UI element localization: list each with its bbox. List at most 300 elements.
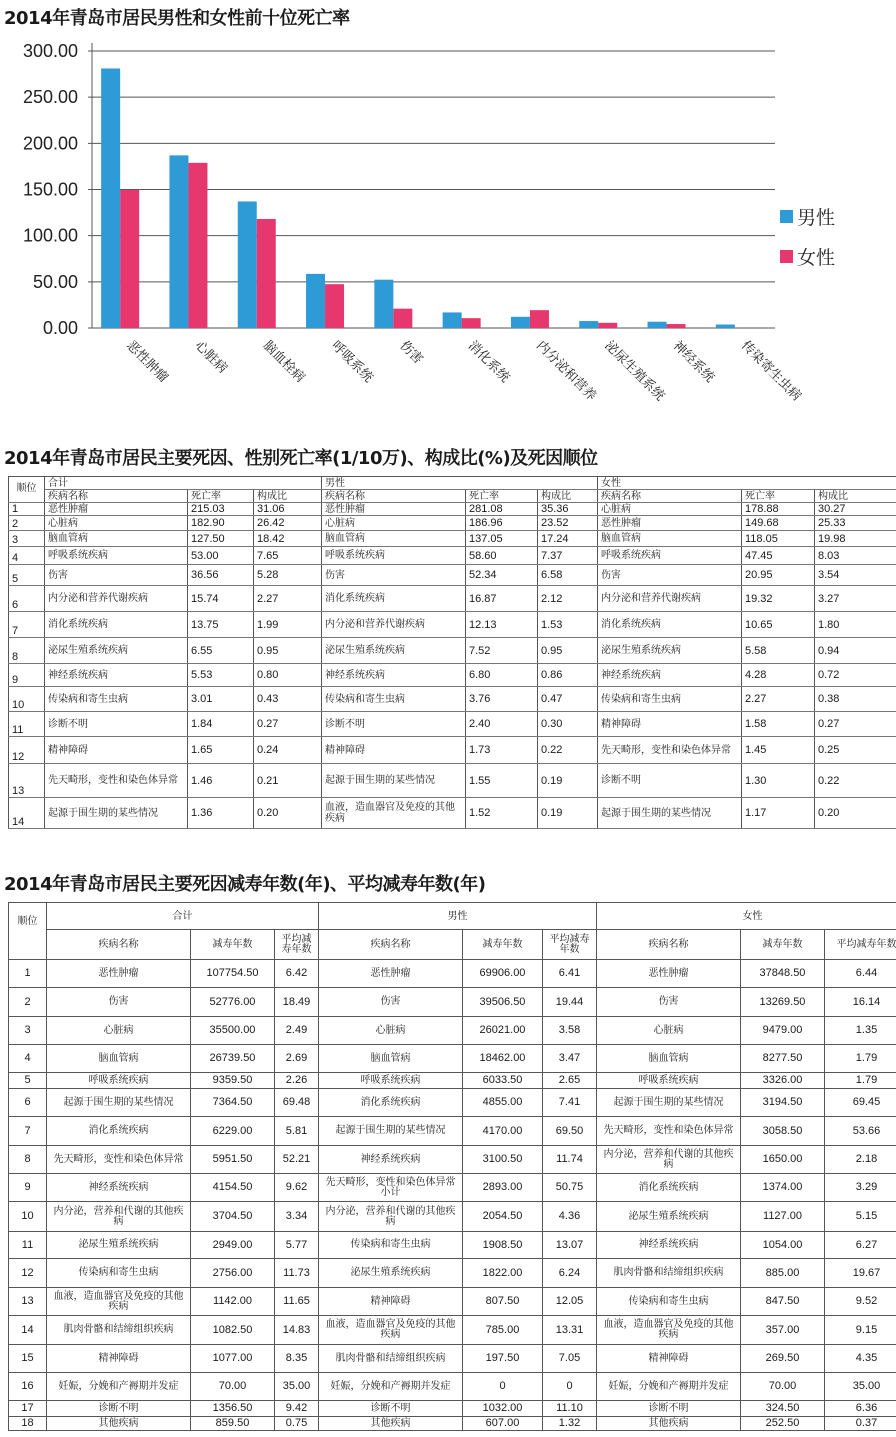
disease-name: 呼吸系统疾病	[597, 1073, 741, 1089]
disease-name: 心脏病	[319, 1017, 463, 1045]
avg-yll-value: 14.83	[275, 1316, 319, 1345]
avg-yll-value: 0.37	[825, 1417, 896, 1431]
avg-yll-value: 6.44	[825, 960, 896, 988]
yll-value: 269.50	[741, 1345, 825, 1373]
column-header: 平均减寿年数	[825, 930, 896, 960]
column-header: 构成比	[815, 490, 896, 503]
ratio-value: 0.22	[815, 764, 896, 798]
rate-value: 127.50	[188, 531, 254, 547]
rate-value: 1.73	[466, 737, 538, 764]
ratio-value: 0.38	[815, 687, 896, 712]
rate-value: 1.36	[188, 798, 254, 829]
column-header: 平均减寿年数	[275, 930, 319, 960]
avg-yll-value: 69.45	[825, 1089, 896, 1117]
x-category-label: 伤害	[396, 338, 426, 368]
bar-male	[101, 68, 120, 328]
yll-value: 52776.00	[191, 988, 275, 1017]
disease-name: 起源于围生期的某些情况	[45, 798, 188, 829]
rank-cell: 6	[9, 586, 45, 612]
avg-yll-value: 2.69	[275, 1045, 319, 1073]
column-header: 疾病名称	[319, 930, 463, 960]
disease-name: 传染病和寄生虫病	[597, 1288, 741, 1316]
rate-value: 6.80	[466, 664, 538, 687]
column-header: 死亡率	[466, 490, 538, 503]
table-row	[9, 1345, 896, 1373]
disease-name: 传染病和寄生虫病	[319, 1232, 463, 1259]
rank-cell: 1	[9, 503, 45, 516]
avg-yll-value: 6.42	[275, 960, 319, 988]
rate-value: 16.87	[466, 586, 538, 612]
table-row	[9, 565, 896, 586]
rank-cell: 9	[9, 1174, 47, 1202]
ratio-value: 0.27	[815, 712, 896, 737]
disease-name: 伤害	[319, 988, 463, 1017]
avg-yll-value: 1.79	[825, 1073, 896, 1089]
rank-cell: 18	[9, 1417, 47, 1431]
rate-value: 1.30	[742, 764, 815, 798]
disease-name: 妊娠，分娩和产褥期并发症	[47, 1373, 191, 1401]
disease-name: 起源于围生期的某些情况	[47, 1089, 191, 1117]
bar-female	[530, 310, 549, 328]
yll-value: 26021.00	[463, 1017, 543, 1045]
ratio-value: 3.27	[815, 586, 896, 612]
rate-value: 1.46	[188, 764, 254, 798]
yll-value: 3100.50	[463, 1146, 543, 1174]
avg-yll-value: 0.75	[275, 1417, 319, 1431]
rate-value: 10.65	[742, 612, 815, 638]
yll-value: 1908.50	[463, 1232, 543, 1259]
ratio-value: 31.06	[254, 503, 322, 516]
avg-yll-value: 2.65	[543, 1073, 597, 1089]
avg-yll-value: 5.15	[825, 1202, 896, 1232]
yll-value: 69906.00	[463, 960, 543, 988]
yll-value: 1142.00	[191, 1288, 275, 1316]
avg-yll-value: 6.41	[543, 960, 597, 988]
yll-value: 70.00	[191, 1373, 275, 1401]
table-row	[9, 712, 896, 737]
yll-value: 847.50	[741, 1288, 825, 1316]
ratio-value: 30.27	[815, 503, 896, 516]
yll-value: 607.00	[463, 1417, 543, 1431]
disease-name: 传染病和寄生虫病	[598, 687, 742, 712]
yll-value: 1374.00	[741, 1174, 825, 1202]
yll-value: 807.50	[463, 1288, 543, 1316]
avg-yll-value: 3.47	[543, 1045, 597, 1073]
ratio-value: 3.54	[815, 565, 896, 586]
rate-value: 3.01	[188, 687, 254, 712]
avg-yll-value: 11.74	[543, 1146, 597, 1174]
avg-yll-value: 9.15	[825, 1316, 896, 1345]
bar-female	[257, 219, 276, 328]
disease-name: 脑血管病	[322, 531, 466, 547]
yll-value: 5951.50	[191, 1146, 275, 1174]
disease-name: 内分泌，营养和代谢的其他疾病	[319, 1202, 463, 1232]
disease-name: 起源于围生期的某些情况	[597, 1089, 741, 1117]
yll-value: 26739.50	[191, 1045, 275, 1073]
yll-value: 3326.00	[741, 1073, 825, 1089]
rank-cell: 3	[9, 1017, 47, 1045]
avg-yll-value: 7.05	[543, 1345, 597, 1373]
group-header: 女性	[598, 477, 896, 490]
disease-name: 其他疾病	[319, 1417, 463, 1431]
ratio-value: 18.42	[254, 531, 322, 547]
table-row	[9, 503, 896, 516]
yll-value: 2054.50	[463, 1202, 543, 1232]
ratio-value: 19.98	[815, 531, 896, 547]
disease-name: 伤害	[322, 565, 466, 586]
rank-cell: 12	[9, 1259, 47, 1288]
disease-name: 血液，造血器官及免疫的其他疾病	[47, 1288, 191, 1316]
disease-name: 泌尿生殖系统疾病	[597, 1202, 741, 1232]
x-category-label: 恶性肿瘤	[123, 338, 171, 386]
yll-value: 1077.00	[191, 1345, 275, 1373]
table-row	[9, 1045, 896, 1073]
column-header: 减寿年数	[741, 930, 825, 960]
bar-male	[716, 325, 735, 328]
rank-cell: 9	[9, 664, 45, 687]
bar-female	[188, 163, 207, 328]
yll-value: 18462.00	[463, 1045, 543, 1073]
column-header: 构成比	[254, 490, 322, 503]
ratio-value: 26.42	[254, 516, 322, 531]
bar-female	[325, 284, 344, 328]
disease-name: 脑血管病	[597, 1045, 741, 1073]
rate-value: 13.75	[188, 612, 254, 638]
x-category-label: 泌尿生殖系统	[601, 338, 668, 404]
x-category-label: 心脏病	[191, 338, 230, 377]
yll-value: 4170.00	[463, 1117, 543, 1146]
avg-yll-value: 13.07	[543, 1232, 597, 1259]
rank-cell: 14	[9, 798, 45, 829]
ratio-value: 25.33	[815, 516, 896, 531]
rate-value: 15.74	[188, 586, 254, 612]
rate-value: 12.13	[466, 612, 538, 638]
yll-value: 7364.50	[191, 1089, 275, 1117]
yll-value: 1032.00	[463, 1401, 543, 1417]
rank-cell: 17	[9, 1401, 47, 1417]
disease-name: 消化系统疾病	[598, 612, 742, 638]
yll-value: 9479.00	[741, 1017, 825, 1045]
ratio-value: 0.80	[254, 664, 322, 687]
bar-female	[393, 309, 412, 328]
column-header: 疾病名称	[45, 490, 188, 503]
avg-yll-value: 19.67	[825, 1259, 896, 1288]
disease-name: 诊断不明	[319, 1401, 463, 1417]
table-row	[9, 1089, 896, 1117]
avg-yll-value: 8.35	[275, 1345, 319, 1373]
legend-swatch	[780, 250, 793, 263]
disease-name: 诊断不明	[322, 712, 466, 737]
ratio-value: 0.20	[815, 798, 896, 829]
table-row	[9, 764, 896, 798]
yll-value: 6229.00	[191, 1117, 275, 1146]
rate-value: 5.53	[188, 664, 254, 687]
disease-name: 妊娠，分娩和产褥期并发症	[319, 1373, 463, 1401]
x-category-label: 消化系统	[464, 338, 513, 386]
avg-yll-value: 35.00	[275, 1373, 319, 1401]
disease-name: 传染病和寄生虫病	[45, 687, 188, 712]
disease-name: 诊断不明	[47, 1401, 191, 1417]
avg-yll-value: 3.58	[543, 1017, 597, 1045]
disease-name: 妊娠，分娩和产褥期并发症	[597, 1373, 741, 1401]
legend-swatch	[780, 210, 793, 223]
disease-name: 诊断不明	[45, 712, 188, 737]
ratio-value: 23.52	[538, 516, 598, 531]
disease-name: 恶性肿瘤	[598, 516, 742, 531]
rate-value: 4.28	[742, 664, 815, 687]
ratio-value: 0.27	[254, 712, 322, 737]
disease-name: 血液，造血器官及免疫的其他疾病	[319, 1316, 463, 1345]
x-category-label: 内分泌和营养	[533, 338, 599, 404]
rank-cell: 7	[9, 1117, 47, 1146]
rank-cell: 12	[9, 737, 45, 764]
avg-yll-value: 11.10	[543, 1401, 597, 1417]
column-header: 减寿年数	[463, 930, 543, 960]
yll-value: 1054.00	[741, 1232, 825, 1259]
ratio-value: 2.12	[538, 586, 598, 612]
disease-name: 精神障碍	[319, 1288, 463, 1316]
rate-value: 2.27	[742, 687, 815, 712]
disease-name: 内分泌和营养代谢疾病	[322, 612, 466, 638]
rate-value: 1.55	[466, 764, 538, 798]
disease-name: 恶性肿瘤	[319, 960, 463, 988]
ratio-value: 7.65	[254, 547, 322, 565]
rank-cell: 4	[9, 547, 45, 565]
ratio-value: 8.03	[815, 547, 896, 565]
ratio-value: 7.37	[538, 547, 598, 565]
column-header: 疾病名称	[322, 490, 466, 503]
column-header: 构成比	[538, 490, 598, 503]
disease-name: 呼吸系统疾病	[322, 547, 466, 565]
bar-male	[238, 201, 257, 328]
rate-value: 19.32	[742, 586, 815, 612]
rate-value: 118.05	[742, 531, 815, 547]
avg-yll-value: 2.26	[275, 1073, 319, 1089]
rate-value: 1.17	[742, 798, 815, 829]
table-row	[9, 798, 896, 829]
yll-value: 2893.00	[463, 1174, 543, 1202]
disease-name: 恶性肿瘤	[322, 503, 466, 516]
y-tick-label: 0.00	[42, 318, 78, 338]
y-tick-label: 200.00	[22, 133, 78, 154]
yll-value: 324.50	[741, 1401, 825, 1417]
disease-name: 神经系统疾病	[598, 664, 742, 687]
yll-value: 885.00	[741, 1259, 825, 1288]
rank-cell: 1	[9, 960, 47, 988]
rate-value: 2.40	[466, 712, 538, 737]
ratio-value: 0.86	[538, 664, 598, 687]
rate-value: 7.52	[466, 638, 538, 664]
rank-cell: 11	[9, 712, 45, 737]
yll-value: 3058.50	[741, 1117, 825, 1146]
column-header: 死亡率	[188, 490, 254, 503]
table-row	[9, 547, 896, 565]
rate-value: 1.52	[466, 798, 538, 829]
ratio-value: 0.47	[538, 687, 598, 712]
column-header: 死亡率	[742, 490, 815, 503]
disease-name: 恶性肿瘤	[47, 960, 191, 988]
rank-cell: 8	[9, 638, 45, 664]
ratio-value: 0.24	[254, 737, 322, 764]
avg-yll-value: 52.21	[275, 1146, 319, 1174]
bar-male	[443, 312, 462, 328]
rate-value: 3.76	[466, 687, 538, 712]
avg-yll-value: 19.44	[543, 988, 597, 1017]
disease-name: 泌尿生殖系统疾病	[598, 638, 742, 664]
disease-name: 精神障碍	[45, 737, 188, 764]
disease-name: 内分泌和营养代谢疾病	[598, 586, 742, 612]
table-row	[9, 687, 896, 712]
column-header: 疾病名称	[47, 930, 191, 960]
group-header: 合计	[47, 903, 319, 930]
disease-name: 恶性肿瘤	[597, 960, 741, 988]
table-row	[9, 516, 896, 531]
rank-cell: 2	[9, 988, 47, 1017]
avg-yll-value: 9.42	[275, 1401, 319, 1417]
column-header: 减寿年数	[191, 930, 275, 960]
rank-cell: 6	[9, 1089, 47, 1117]
bar-male	[374, 280, 393, 328]
group-header: 女性	[597, 903, 896, 930]
rate-value: 58.60	[466, 547, 538, 565]
rate-value: 52.34	[466, 565, 538, 586]
life-lost-table	[8, 902, 896, 1431]
column-header: 平均减寿年数	[543, 930, 597, 960]
bar-male	[169, 155, 188, 328]
ratio-value: 0.43	[254, 687, 322, 712]
yll-value: 37848.50	[741, 960, 825, 988]
disease-name: 呼吸系统疾病	[598, 547, 742, 565]
chart-title: 2014年青岛市居民男性和女性前十位死亡率	[4, 8, 350, 29]
avg-yll-value: 2.18	[825, 1146, 896, 1174]
table-row	[9, 612, 896, 638]
disease-name: 泌尿生殖系统疾病	[47, 1232, 191, 1259]
rate-value: 6.55	[188, 638, 254, 664]
avg-yll-value: 4.36	[543, 1202, 597, 1232]
ratio-value: 0.21	[254, 764, 322, 798]
rank-cell: 13	[9, 764, 45, 798]
disease-name: 先天畸形，变性和染色体异常小计	[319, 1174, 463, 1202]
yll-value: 3704.50	[191, 1202, 275, 1232]
table-row	[9, 1073, 896, 1089]
disease-name: 伤害	[598, 565, 742, 586]
table-header-row	[9, 490, 896, 503]
yll-value: 3194.50	[741, 1089, 825, 1117]
column-header: 疾病名称	[598, 490, 742, 503]
disease-name: 肌肉骨骼和结缔组织疾病	[597, 1259, 741, 1288]
table-header-row	[9, 903, 896, 930]
avg-yll-value: 18.49	[275, 988, 319, 1017]
disease-name: 消化系统疾病	[597, 1174, 741, 1202]
table-row	[9, 664, 896, 687]
disease-name: 脑血管病	[598, 531, 742, 547]
disease-name: 神经系统疾病	[319, 1146, 463, 1174]
disease-name: 内分泌，营养和代谢的其他疾病	[47, 1202, 191, 1232]
ratio-value: 0.30	[538, 712, 598, 737]
yll-value: 2949.00	[191, 1232, 275, 1259]
rate-value: 5.58	[742, 638, 815, 664]
yll-value: 252.50	[741, 1417, 825, 1431]
avg-yll-value: 5.77	[275, 1232, 319, 1259]
table-row	[9, 988, 896, 1017]
rank-cell: 10	[9, 687, 45, 712]
avg-yll-value: 12.05	[543, 1288, 597, 1316]
disease-name: 起源于围生期的某些情况	[598, 798, 742, 829]
disease-name: 呼吸系统疾病	[45, 547, 188, 565]
avg-yll-value: 5.81	[275, 1117, 319, 1146]
table-row	[9, 1401, 896, 1417]
disease-name: 恶性肿瘤	[45, 503, 188, 516]
y-tick-label: 50.00	[32, 271, 78, 292]
avg-yll-value: 35.00	[825, 1373, 896, 1401]
table-row	[9, 1017, 896, 1045]
bar-female	[598, 323, 617, 328]
avg-yll-value: 13.31	[543, 1316, 597, 1345]
table-row	[9, 1259, 896, 1288]
rate-value: 137.05	[466, 531, 538, 547]
x-category-label: 呼吸系统	[328, 338, 376, 386]
yll-value: 13269.50	[741, 988, 825, 1017]
avg-yll-value: 1.32	[543, 1417, 597, 1431]
rate-value: 1.65	[188, 737, 254, 764]
disease-name: 神经系统疾病	[45, 664, 188, 687]
avg-yll-value: 7.41	[543, 1089, 597, 1117]
disease-name: 起源于围生期的某些情况	[322, 764, 466, 798]
ratio-value: 35.36	[538, 503, 598, 516]
disease-name: 心脏病	[47, 1017, 191, 1045]
rate-value: 281.08	[466, 503, 538, 516]
yll-value: 70.00	[741, 1373, 825, 1401]
disease-name: 脑血管病	[319, 1045, 463, 1073]
disease-name: 精神障碍	[598, 712, 742, 737]
table-row	[9, 1288, 896, 1316]
avg-yll-value: 3.29	[825, 1174, 896, 1202]
yll-value: 39506.50	[463, 988, 543, 1017]
disease-name: 神经系统疾病	[322, 664, 466, 687]
rank-cell: 10	[9, 1202, 47, 1232]
table-row	[9, 1146, 896, 1174]
group-header: 男性	[319, 903, 597, 930]
disease-name: 先天畸形，变性和染色体异常	[47, 1146, 191, 1174]
disease-name: 消化系统疾病	[47, 1117, 191, 1146]
rate-value: 1.58	[742, 712, 815, 737]
ratio-value: 2.27	[254, 586, 322, 612]
yll-value: 357.00	[741, 1316, 825, 1345]
ratio-value: 0.95	[538, 638, 598, 664]
yll-value: 1082.50	[191, 1316, 275, 1345]
avg-yll-value: 2.49	[275, 1017, 319, 1045]
avg-yll-value: 6.24	[543, 1259, 597, 1288]
table-row	[9, 1316, 896, 1345]
ratio-value: 0.25	[815, 737, 896, 764]
rank-cell: 3	[9, 531, 45, 547]
ratio-value: 1.99	[254, 612, 322, 638]
x-category-label: 脑血栓病	[259, 338, 308, 386]
rank-cell: 2	[9, 516, 45, 531]
ratio-value: 0.94	[815, 638, 896, 664]
avg-yll-value: 1.79	[825, 1045, 896, 1073]
table-row	[9, 531, 896, 547]
disease-name: 消化系统疾病	[319, 1089, 463, 1117]
bar-female	[667, 324, 686, 328]
avg-yll-value: 50.75	[543, 1174, 597, 1202]
avg-yll-value: 9.62	[275, 1174, 319, 1202]
disease-name: 呼吸系统疾病	[319, 1073, 463, 1089]
table-row	[9, 1117, 896, 1146]
disease-name: 其他疾病	[597, 1417, 741, 1431]
yll-value: 1822.00	[463, 1259, 543, 1288]
avg-yll-value: 69.48	[275, 1089, 319, 1117]
